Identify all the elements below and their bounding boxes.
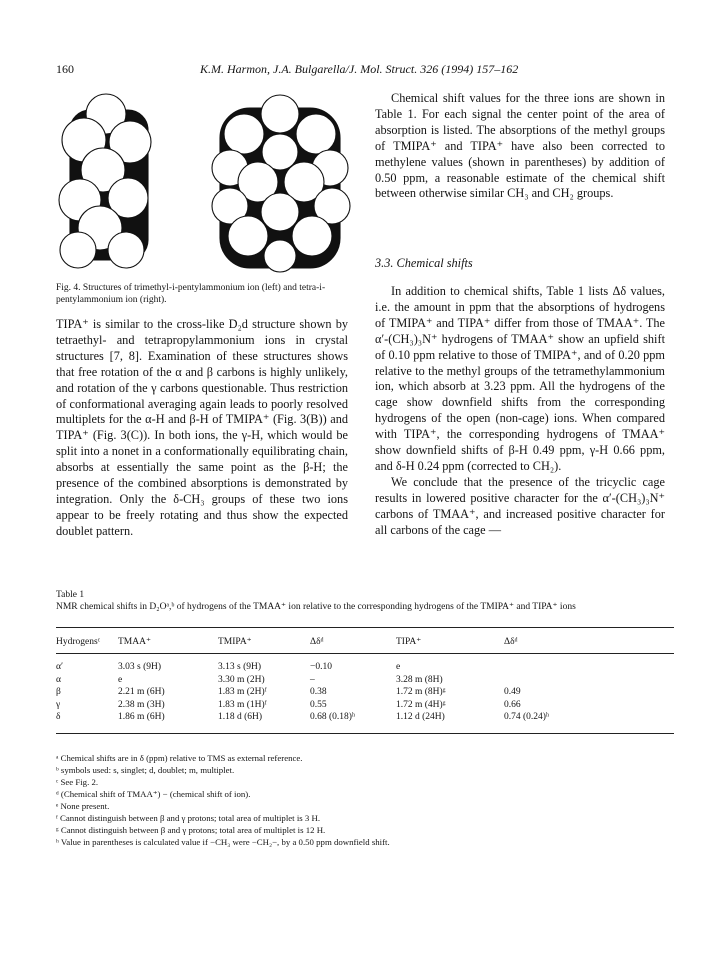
table-cell: 3.28 m (8H) xyxy=(396,674,443,685)
table-cell: – xyxy=(310,674,315,685)
left-column xyxy=(56,317,348,540)
right-paragraph-3: We conclude that the presence of the tricyclic cage results in lowered positive character for the α′-(CH₃)₃N⁺ carbons of TMAA⁺, and increased positive character for all carbons of the cage — xyxy=(375,474,665,537)
left-paragraph-1: TIPA⁺ is similar to the cross-like D₂d structure shown by tetraethyl- and tetrapropylammonium ions in crystal structures [7, 8]. Examination of these structures shows that free rotation of the α and β carbons is highly unlikely, and rotation of the γ carbons questionable. Thus restriction of conformational averaging again leads to poorly resolved multiplets for the α-H and β-H of TMIPA⁺ (Fig. 3(B)) and TIPA⁺ (Fig. 3(C)). In both ions, the γ-H, which would be split into a nonet in a conformationally equilibrating chain, absorbs at essentially the same point as the β-H; the presence of the combined absorptions is demonstrated by integration. Only the δ-CH₃ groups of these two ions appear to be freely rotating and thus show the expected doublet pattern. xyxy=(56,317,348,538)
page-number: 160 xyxy=(56,62,74,76)
molecule-illustration xyxy=(48,90,368,275)
table-cell: 3.30 m (2H) xyxy=(218,674,265,685)
table-cell: 0.55 xyxy=(310,699,327,710)
table-cell: 0.74 (0.24)ʰ xyxy=(504,712,674,733)
table-cell: 1.12 d (24H) xyxy=(396,712,504,733)
footnote: ᵃ Chemical shifts are in δ (ppm) relative to TMS as external reference. xyxy=(56,753,303,763)
table-header-cell: Δδᵈ xyxy=(504,628,674,654)
table-cell: 1.83 m (1H)ᶠ xyxy=(218,699,267,710)
table-cell: 1.83 m (2H)ᶠ xyxy=(218,687,267,697)
table-header-cell: Hydrogensᶜ xyxy=(56,628,118,654)
right-paragraph-1: Chemical shift values for the three ions are shown in Table 1. For each signal the center point of the area of absorption is listed. The absorptions of the methyl groups of TMIPA⁺ and TIPA⁺ have also been corrected to methylene values (shown in parentheses) by addition of 0.50 ppm, a reasonable estimate of the chemical shift between otherwise similar CH₃ and CH₂ groups. xyxy=(375,91,665,201)
right-column-bottom xyxy=(375,284,665,539)
running-head: K.M. Harmon, J.A. Bulgarella/J. Mol. Struct. 326 (1994) 157–162 xyxy=(200,62,519,76)
table-footnotes xyxy=(56,752,676,848)
table-row xyxy=(56,687,674,700)
table-cell: 1.86 m (6H) xyxy=(118,712,218,733)
table-cell: 3.13 s (9H) xyxy=(218,662,262,672)
table-row xyxy=(56,712,674,733)
table-cell: 1.18 d (6H) xyxy=(218,712,310,733)
table-cell: −0.10 xyxy=(310,662,332,672)
table-header-cell: TMAA⁺ xyxy=(118,628,218,654)
table-cell: e xyxy=(396,662,401,672)
table-cell: 0.49 xyxy=(504,687,521,697)
trimethyl-i-pentylammonium-model xyxy=(59,94,151,268)
footnote: ʰ Value in parentheses is calculated value if −CH₃ were −CH₂−, by a 0.50 ppm downfield shift. xyxy=(56,837,390,847)
table-cell xyxy=(504,675,674,688)
table-header-cell: TMIPA⁺ xyxy=(218,628,310,654)
footnote: ᵍ Cannot distinguish between β and γ protons; total area of multiplet is 12 H. xyxy=(56,825,326,835)
table-label: Table 1 xyxy=(56,590,85,600)
footnote: ᶜ See Fig. 2. xyxy=(56,777,99,787)
table-cell: 2.21 m (6H) xyxy=(118,687,165,697)
table-cell: β xyxy=(56,687,61,697)
figure-caption: Fig. 4. Structures of trimethyl-i-pentylammonium ion (left) and tetra-i-pentylammonium ion (right). xyxy=(56,283,326,305)
table-cell: 2.38 m (3H) xyxy=(118,699,165,710)
footnote: ᵈ (Chemical shift of TMAA⁺) − (chemical shift of ion). xyxy=(56,789,251,799)
footnote: ᵉ None present. xyxy=(56,801,110,811)
table-cell: 1.72 m (4H)ᵍ xyxy=(396,699,446,710)
section-title: 3.3. Chemical shifts xyxy=(375,256,473,270)
table-cell: 3.03 s (9H) xyxy=(118,662,162,672)
table-cell xyxy=(504,654,674,675)
table-cell: α′ xyxy=(56,662,64,672)
table-cell: 0.68 (0.18)ʰ xyxy=(310,712,396,733)
nmr-shift-table xyxy=(56,627,674,734)
table-header-row xyxy=(56,628,674,654)
table-row xyxy=(56,654,674,675)
table-header-cell: Δδᵈ xyxy=(310,628,396,654)
table-cell: 0.38 xyxy=(310,687,327,697)
table-cell: δ xyxy=(56,712,118,733)
table-cell: 1.72 m (8H)ᵍ xyxy=(396,687,446,697)
table-header-cell: TIPA⁺ xyxy=(396,628,504,654)
footnote: ᶠ Cannot distinguish between β and γ protons; total area of multiplet is 3 H. xyxy=(56,813,321,823)
table-row xyxy=(56,700,674,713)
table-cell: e xyxy=(118,674,123,685)
right-column-top xyxy=(375,91,665,202)
right-paragraph-2: In addition to chemical shifts, Table 1 lists Δδ values, i.e. the amount in ppm that the absorptions of hydrogens of TMIPA⁺ and TIPA⁺ differ from those of TMAA⁺. The α′-(CH₃)₃N⁺ hydrogens of TMAA⁺ show an upfield shift of 0.10 ppm relative to those of TMIPA⁺, and of 0.20 ppm relative to the methyl groups of the tetramethylammonium ion, which absorb at 3.23 ppm. All the hydrogens of the cage show downfield shifts from the corresponding hydrogens of the open (non-cage) ions. When compared with TIPA⁺, the corresponding hydrogens of TMAA⁺ show downfield shifts of β-H 0.49 ppm, γ-H 0.66 ppm, and δ-H 0.24 ppm (corrected to CH₂). xyxy=(375,284,665,473)
figure-molecular-models xyxy=(48,90,368,275)
table-cell: α xyxy=(56,674,61,685)
table-row xyxy=(56,675,674,688)
table-cell: 0.66 xyxy=(504,699,521,710)
footnote: ᵇ symbols used: s, singlet; d, doublet; m, multiplet. xyxy=(56,765,235,775)
tetra-i-pentylammonium-model xyxy=(212,95,350,272)
table-cell: γ xyxy=(56,699,61,710)
table-caption xyxy=(56,589,676,613)
table-title: NMR chemical shifts in D₂Oᵃ,ᵇ of hydrogens of the TMAA⁺ ion relative to the corresponding hydrogens of the TMIPA⁺ and TIPA⁺ ions xyxy=(56,602,576,612)
